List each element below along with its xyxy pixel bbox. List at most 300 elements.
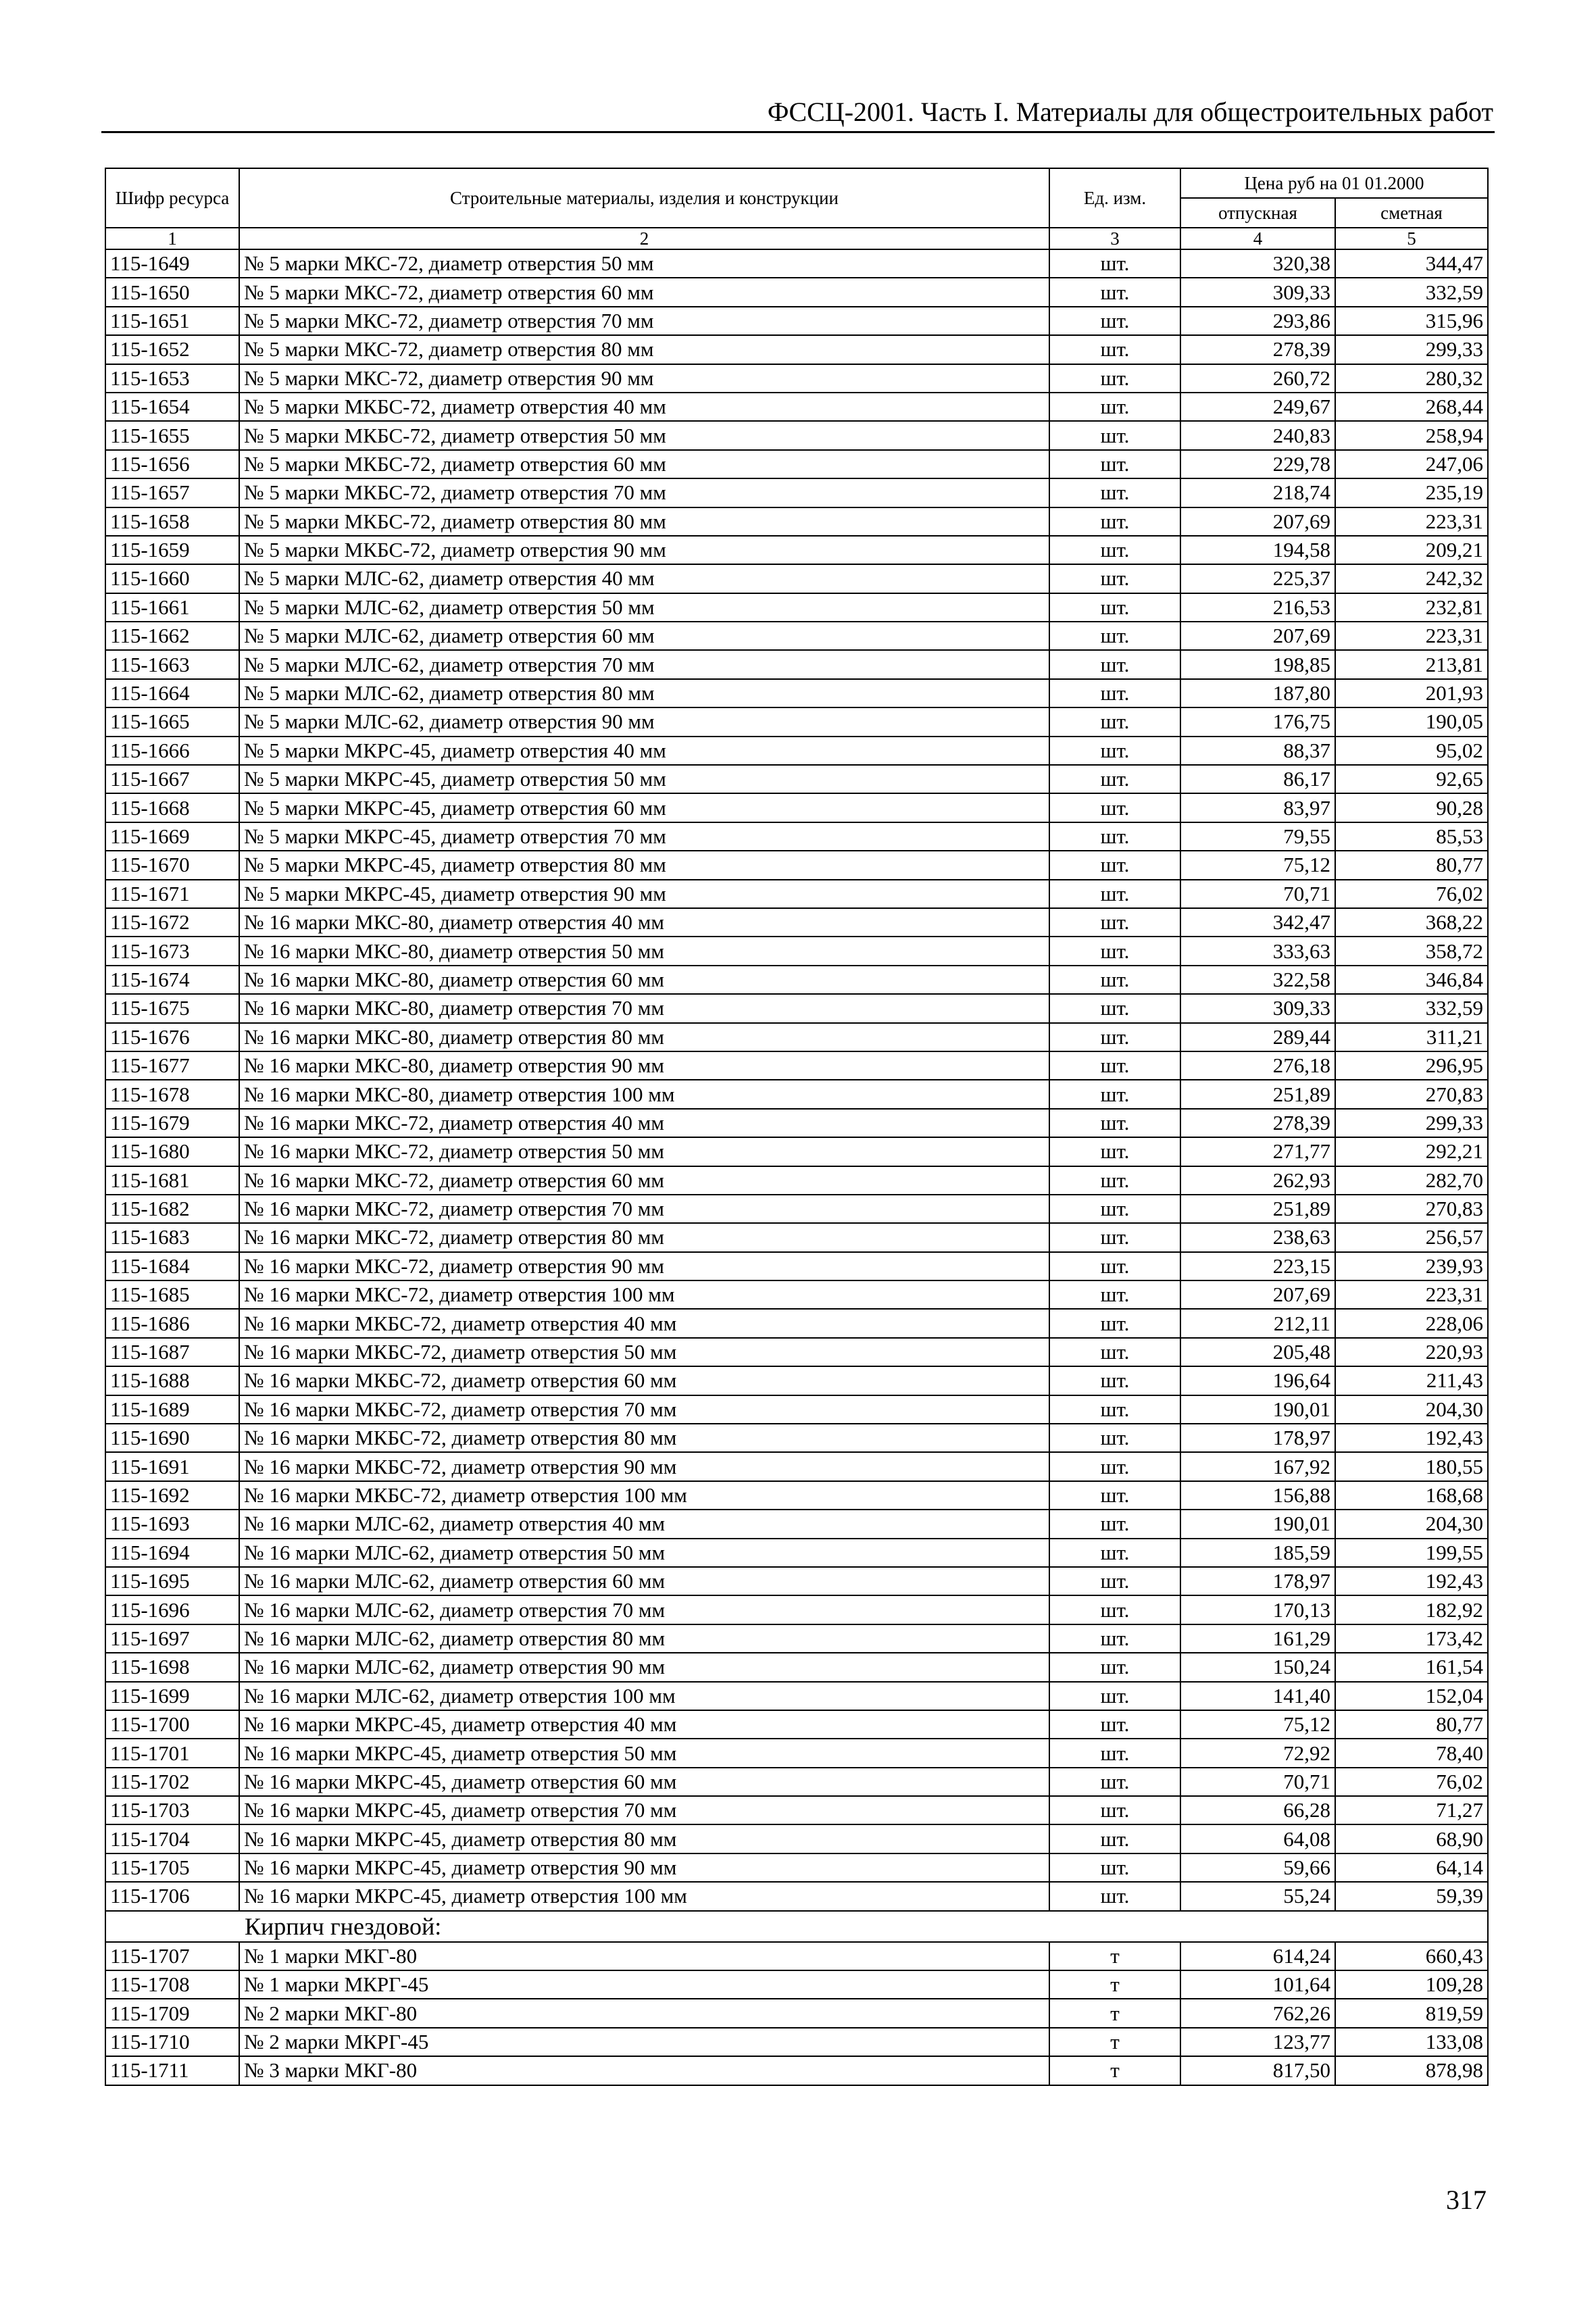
resource-code: 115-1660 (105, 564, 239, 593)
resource-code: 115-1681 (105, 1166, 239, 1195)
release-price: 59,66 (1180, 1853, 1335, 1882)
estimate-price: 358,72 (1335, 937, 1488, 965)
material-name: № 16 марки МКС-80, диаметр отверстия 80 мм (239, 1023, 1049, 1051)
unit: шт. (1049, 1223, 1180, 1251)
resource-code: 115-1662 (105, 622, 239, 650)
table-row (105, 966, 1488, 994)
table-row (105, 1166, 1488, 1195)
table-row (105, 737, 1488, 765)
resource-code: 115-1704 (105, 1824, 239, 1853)
estimate-price: 311,21 (1335, 1023, 1488, 1051)
release-price: 123,77 (1180, 2028, 1335, 2056)
resource-code: 115-1674 (105, 966, 239, 994)
estimate-price: 211,43 (1335, 1366, 1488, 1395)
estimate-price: 292,21 (1335, 1137, 1488, 1166)
material-name: № 16 марки МКБС-72, диаметр отверстия 80 мм (239, 1424, 1049, 1452)
unit: шт. (1049, 364, 1180, 393)
material-name: № 1 марки МКРГ-45 (239, 1970, 1049, 1999)
section-row (105, 1911, 1488, 1942)
table-row (105, 364, 1488, 393)
unit: шт. (1049, 335, 1180, 364)
estimate-price: 315,96 (1335, 307, 1488, 335)
resource-code: 115-1676 (105, 1023, 239, 1051)
unit: шт. (1049, 1280, 1180, 1309)
unit: шт. (1049, 564, 1180, 593)
material-name: № 16 марки МКРС-45, диаметр отверстия 100 мм (239, 1882, 1049, 1910)
estimate-price: 268,44 (1335, 393, 1488, 421)
release-price: 70,71 (1180, 880, 1335, 908)
col-header-release-price: отпускная (1180, 198, 1335, 228)
release-price: 55,24 (1180, 1882, 1335, 1910)
unit: шт. (1049, 1624, 1180, 1653)
col-header-unit: Ед. изм. (1049, 168, 1180, 228)
resource-code: 115-1697 (105, 1624, 239, 1653)
estimate-price: 109,28 (1335, 1970, 1488, 1999)
resource-code: 115-1710 (105, 2028, 239, 2056)
unit: т (1049, 1970, 1180, 1999)
table-row (105, 1280, 1488, 1309)
resource-code: 115-1651 (105, 307, 239, 335)
estimate-price: 180,55 (1335, 1452, 1488, 1480)
material-name: № 5 марки МКС-72, диаметр отверстия 80 мм (239, 335, 1049, 364)
material-name: № 16 марки МКС-72, диаметр отверстия 50 мм (239, 1137, 1049, 1166)
estimate-price: 878,98 (1335, 2056, 1488, 2085)
table-row (105, 1452, 1488, 1480)
estimate-price: 280,32 (1335, 364, 1488, 393)
table-row (105, 622, 1488, 650)
resource-code: 115-1694 (105, 1539, 239, 1567)
col-number: 1 (105, 228, 239, 249)
estimate-price: 223,31 (1335, 622, 1488, 650)
release-price: 187,80 (1180, 679, 1335, 707)
col-number: 2 (239, 228, 1049, 249)
estimate-price: 223,31 (1335, 1280, 1488, 1309)
unit: шт. (1049, 1338, 1180, 1366)
release-price: 342,47 (1180, 908, 1335, 937)
header-rule (101, 131, 1495, 133)
resource-code: 115-1702 (105, 1768, 239, 1796)
unit: шт. (1049, 937, 1180, 965)
release-price: 72,92 (1180, 1739, 1335, 1767)
release-price: 88,37 (1180, 737, 1335, 765)
release-price: 178,97 (1180, 1567, 1335, 1595)
resource-code: 115-1701 (105, 1739, 239, 1767)
unit: шт. (1049, 1424, 1180, 1452)
release-price: 64,08 (1180, 1824, 1335, 1853)
resource-code: 115-1679 (105, 1109, 239, 1137)
material-name: № 16 марки МКС-72, диаметр отверстия 90 мм (239, 1252, 1049, 1280)
resource-code: 115-1692 (105, 1481, 239, 1510)
unit: шт. (1049, 450, 1180, 478)
estimate-price: 204,30 (1335, 1395, 1488, 1424)
table-row (105, 1970, 1488, 1999)
unit: шт. (1049, 650, 1180, 678)
table-row (105, 1080, 1488, 1108)
release-price: 190,01 (1180, 1510, 1335, 1538)
material-name: № 16 марки МКРС-45, диаметр отверстия 50 мм (239, 1739, 1049, 1767)
resource-code: 115-1672 (105, 908, 239, 937)
table-row (105, 1539, 1488, 1567)
release-price: 101,64 (1180, 1970, 1335, 1999)
estimate-price: 247,06 (1335, 450, 1488, 478)
resource-code: 115-1698 (105, 1653, 239, 1681)
resource-code: 115-1664 (105, 679, 239, 707)
table-row (105, 880, 1488, 908)
table-row (105, 421, 1488, 449)
col-header-estimate-price: сметная (1335, 198, 1488, 228)
unit: шт. (1049, 307, 1180, 335)
table-row (105, 1653, 1488, 1681)
table-row (105, 1510, 1488, 1538)
estimate-price: 296,95 (1335, 1051, 1488, 1080)
material-name: № 3 марки МКГ-80 (239, 2056, 1049, 2085)
unit: шт. (1049, 679, 1180, 707)
release-price: 249,67 (1180, 393, 1335, 421)
unit: т (1049, 2028, 1180, 2056)
estimate-price: 242,32 (1335, 564, 1488, 593)
material-name: № 16 марки МКБС-72, диаметр отверстия 90 мм (239, 1452, 1049, 1480)
estimate-price: 90,28 (1335, 793, 1488, 822)
table-row (105, 1195, 1488, 1223)
release-price: 216,53 (1180, 593, 1335, 622)
unit: шт. (1049, 1366, 1180, 1395)
table-row (105, 1023, 1488, 1051)
unit: шт. (1049, 793, 1180, 822)
resource-code: 115-1670 (105, 851, 239, 879)
release-price: 205,48 (1180, 1338, 1335, 1366)
estimate-price: 201,93 (1335, 679, 1488, 707)
estimate-price: 258,94 (1335, 421, 1488, 449)
estimate-price: 192,43 (1335, 1567, 1488, 1595)
resource-code: 115-1659 (105, 536, 239, 564)
material-name: № 16 марки МКРС-45, диаметр отверстия 70 мм (239, 1796, 1049, 1824)
material-name: № 16 марки МКРС-45, диаметр отверстия 90 мм (239, 1853, 1049, 1882)
unit: шт. (1049, 249, 1180, 278)
estimate-price: 168,68 (1335, 1481, 1488, 1510)
table-row (105, 536, 1488, 564)
material-name: № 16 марки МЛС-62, диаметр отверстия 60 мм (239, 1567, 1049, 1595)
estimate-price: 182,92 (1335, 1595, 1488, 1624)
estimate-price: 660,43 (1335, 1942, 1488, 1970)
table-row (105, 1710, 1488, 1739)
resource-code: 115-1708 (105, 1970, 239, 1999)
material-name: № 16 марки МКБС-72, диаметр отверстия 60 мм (239, 1366, 1049, 1395)
unit: шт. (1049, 1166, 1180, 1195)
table-row (105, 249, 1488, 278)
unit: шт. (1049, 1051, 1180, 1080)
estimate-price: 190,05 (1335, 707, 1488, 736)
release-price: 762,26 (1180, 1999, 1335, 2027)
table-row (105, 478, 1488, 507)
table-row (105, 393, 1488, 421)
material-name: № 5 марки МКРС-45, диаметр отверстия 60 мм (239, 793, 1049, 822)
table-row (105, 679, 1488, 707)
material-name: № 16 марки МКРС-45, диаметр отверстия 40 мм (239, 1710, 1049, 1739)
release-price: 196,64 (1180, 1366, 1335, 1395)
resource-code: 115-1690 (105, 1424, 239, 1452)
resource-code: 115-1667 (105, 765, 239, 793)
resource-code: 115-1654 (105, 393, 239, 421)
material-name: № 5 марки МКРС-45, диаметр отверстия 40 мм (239, 737, 1049, 765)
estimate-price: 270,83 (1335, 1195, 1488, 1223)
table-row (105, 1366, 1488, 1395)
unit: шт. (1049, 1023, 1180, 1051)
release-price: 260,72 (1180, 364, 1335, 393)
resource-code: 115-1668 (105, 793, 239, 822)
table-row (105, 1942, 1488, 1970)
release-price: 75,12 (1180, 1710, 1335, 1739)
release-price: 309,33 (1180, 278, 1335, 306)
col-header-price-group: Цена руб на 01 01.2000 (1180, 168, 1488, 198)
release-price: 79,55 (1180, 822, 1335, 851)
material-name: № 5 марки МЛС-62, диаметр отверстия 40 мм (239, 564, 1049, 593)
material-name: № 16 марки МКРС-45, диаметр отверстия 60 мм (239, 1768, 1049, 1796)
material-name: № 5 марки МКС-72, диаметр отверстия 90 мм (239, 364, 1049, 393)
table-row (105, 1051, 1488, 1080)
table-row (105, 307, 1488, 335)
resource-code: 115-1673 (105, 937, 239, 965)
table-row (105, 1424, 1488, 1452)
release-price: 333,63 (1180, 937, 1335, 965)
resource-code: 115-1699 (105, 1682, 239, 1710)
table-row (105, 765, 1488, 793)
release-price: 614,24 (1180, 1942, 1335, 1970)
estimate-price: 232,81 (1335, 593, 1488, 622)
resource-code: 115-1675 (105, 994, 239, 1022)
material-name: № 16 марки МЛС-62, диаметр отверстия 100 мм (239, 1682, 1049, 1710)
estimate-price: 80,77 (1335, 851, 1488, 879)
table-row (105, 1567, 1488, 1595)
unit: шт. (1049, 1080, 1180, 1108)
page-header-title: ФССЦ-2001. Часть I. Материалы для общестроительных работ (767, 97, 1493, 127)
resource-code: 115-1663 (105, 650, 239, 678)
estimate-price: 76,02 (1335, 880, 1488, 908)
material-name: № 16 марки МЛС-62, диаметр отверстия 90 мм (239, 1653, 1049, 1681)
material-name: № 16 марки МЛС-62, диаметр отверстия 50 мм (239, 1539, 1049, 1567)
table-body (105, 249, 1488, 2085)
resource-code: 115-1685 (105, 1280, 239, 1309)
material-name: № 5 марки МКС-72, диаметр отверстия 50 мм (239, 249, 1049, 278)
resource-code: 115-1653 (105, 364, 239, 393)
table-row (105, 1853, 1488, 1882)
table-row (105, 1882, 1488, 1910)
resource-code: 115-1678 (105, 1080, 239, 1108)
estimate-price: 92,65 (1335, 765, 1488, 793)
material-name: № 16 марки МКБС-72, диаметр отверстия 100 мм (239, 1481, 1049, 1510)
resource-code: 115-1656 (105, 450, 239, 478)
unit: шт. (1049, 851, 1180, 879)
release-price: 262,93 (1180, 1166, 1335, 1195)
table-row (105, 937, 1488, 965)
release-price: 156,88 (1180, 1481, 1335, 1510)
resource-code: 115-1655 (105, 421, 239, 449)
table-row (105, 1824, 1488, 1853)
estimate-price: 209,21 (1335, 536, 1488, 564)
estimate-price: 71,27 (1335, 1796, 1488, 1824)
release-price: 194,58 (1180, 536, 1335, 564)
unit: шт. (1049, 1510, 1180, 1538)
unit: шт. (1049, 737, 1180, 765)
material-name: № 16 марки МКБС-72, диаметр отверстия 50 мм (239, 1338, 1049, 1366)
material-name: № 5 марки МКРС-45, диаметр отверстия 50 мм (239, 765, 1049, 793)
estimate-price: 256,57 (1335, 1223, 1488, 1251)
table-row (105, 564, 1488, 593)
unit: шт. (1049, 1195, 1180, 1223)
release-price: 167,92 (1180, 1452, 1335, 1480)
unit: шт. (1049, 507, 1180, 536)
release-price: 309,33 (1180, 994, 1335, 1022)
unit: шт. (1049, 1796, 1180, 1824)
estimate-price: 344,47 (1335, 249, 1488, 278)
resource-code: 115-1687 (105, 1338, 239, 1366)
release-price: 185,59 (1180, 1539, 1335, 1567)
release-price: 212,11 (1180, 1309, 1335, 1337)
estimate-price: 368,22 (1335, 908, 1488, 937)
material-name: № 16 марки МКС-80, диаметр отверстия 90 мм (239, 1051, 1049, 1080)
table-row (105, 335, 1488, 364)
release-price: 198,85 (1180, 650, 1335, 678)
release-price: 223,15 (1180, 1252, 1335, 1280)
resource-code: 115-1703 (105, 1796, 239, 1824)
material-name: № 16 марки МКС-72, диаметр отверстия 40 мм (239, 1109, 1049, 1137)
release-price: 322,58 (1180, 966, 1335, 994)
unit: шт. (1049, 1481, 1180, 1510)
unit: шт. (1049, 593, 1180, 622)
resource-code: 115-1658 (105, 507, 239, 536)
resource-code: 115-1705 (105, 1853, 239, 1882)
table-row (105, 2056, 1488, 2085)
material-name: № 5 марки МЛС-62, диаметр отверстия 70 мм (239, 650, 1049, 678)
resource-code: 115-1652 (105, 335, 239, 364)
col-number: 5 (1335, 228, 1488, 249)
resource-code: 115-1700 (105, 1710, 239, 1739)
table-row (105, 507, 1488, 536)
price-table (105, 168, 1489, 2086)
estimate-price: 204,30 (1335, 1510, 1488, 1538)
resource-code: 115-1695 (105, 1567, 239, 1595)
estimate-price: 95,02 (1335, 737, 1488, 765)
material-name: № 5 марки МКБС-72, диаметр отверстия 50 мм (239, 421, 1049, 449)
release-price: 141,40 (1180, 1682, 1335, 1710)
page-number: 317 (1446, 2185, 1487, 2215)
unit: шт. (1049, 1452, 1180, 1480)
estimate-price: 80,77 (1335, 1710, 1488, 1739)
table-row (105, 822, 1488, 851)
section-title: Кирпич гнездовой: (105, 1911, 1488, 1942)
release-price: 218,74 (1180, 478, 1335, 507)
table-row (105, 1223, 1488, 1251)
unit: шт. (1049, 1109, 1180, 1137)
release-price: 320,38 (1180, 249, 1335, 278)
material-name: № 16 марки МКС-72, диаметр отверстия 70 мм (239, 1195, 1049, 1223)
material-name: № 5 марки МКБС-72, диаметр отверстия 80 мм (239, 507, 1049, 536)
estimate-price: 332,59 (1335, 994, 1488, 1022)
unit: шт. (1049, 1853, 1180, 1882)
col-number: 3 (1049, 228, 1180, 249)
table-row (105, 2028, 1488, 2056)
resource-code: 115-1650 (105, 278, 239, 306)
unit: шт. (1049, 393, 1180, 421)
resource-code: 115-1711 (105, 2056, 239, 2085)
unit: шт. (1049, 622, 1180, 650)
estimate-price: 59,39 (1335, 1882, 1488, 1910)
table-row (105, 450, 1488, 478)
resource-code: 115-1657 (105, 478, 239, 507)
material-name: № 16 марки МКС-72, диаметр отверстия 60 мм (239, 1166, 1049, 1195)
unit: шт. (1049, 707, 1180, 736)
estimate-price: 346,84 (1335, 966, 1488, 994)
release-price: 66,28 (1180, 1796, 1335, 1824)
release-price: 271,77 (1180, 1137, 1335, 1166)
material-name: № 16 марки МЛС-62, диаметр отверстия 70 мм (239, 1595, 1049, 1624)
material-name: № 16 марки МКРС-45, диаметр отверстия 80 мм (239, 1824, 1049, 1853)
material-name: № 16 марки МКС-72, диаметр отверстия 80 мм (239, 1223, 1049, 1251)
material-name: № 5 марки МКБС-72, диаметр отверстия 60 мм (239, 450, 1049, 478)
col-header-name: Строительные материалы, изделия и конструкции (239, 168, 1049, 228)
resource-code: 115-1707 (105, 1942, 239, 1970)
estimate-price: 161,54 (1335, 1653, 1488, 1681)
release-price: 240,83 (1180, 421, 1335, 449)
release-price: 238,63 (1180, 1223, 1335, 1251)
table-row (105, 1682, 1488, 1710)
release-price: 229,78 (1180, 450, 1335, 478)
unit: шт. (1049, 1395, 1180, 1424)
release-price: 276,18 (1180, 1051, 1335, 1080)
resource-code: 115-1683 (105, 1223, 239, 1251)
table-row (105, 1739, 1488, 1767)
col-header-code: Шифр ресурса (105, 168, 239, 228)
release-price: 176,75 (1180, 707, 1335, 736)
estimate-price: 270,83 (1335, 1080, 1488, 1108)
release-price: 251,89 (1180, 1195, 1335, 1223)
estimate-price: 133,08 (1335, 2028, 1488, 2056)
table-row (105, 707, 1488, 736)
unit: шт. (1049, 1309, 1180, 1337)
unit: т (1049, 1999, 1180, 2027)
material-name: № 16 марки МКС-80, диаметр отверстия 70 мм (239, 994, 1049, 1022)
release-price: 225,37 (1180, 564, 1335, 593)
material-name: № 5 марки МКРС-45, диаметр отверстия 80 мм (239, 851, 1049, 879)
unit: шт. (1049, 880, 1180, 908)
unit: т (1049, 1942, 1180, 1970)
material-name: № 5 марки МЛС-62, диаметр отверстия 90 мм (239, 707, 1049, 736)
estimate-price: 332,59 (1335, 278, 1488, 306)
table-row (105, 908, 1488, 937)
release-price: 251,89 (1180, 1080, 1335, 1108)
release-price: 278,39 (1180, 335, 1335, 364)
material-name: № 5 марки МЛС-62, диаметр отверстия 60 мм (239, 622, 1049, 650)
estimate-price: 192,43 (1335, 1424, 1488, 1452)
unit: шт. (1049, 966, 1180, 994)
material-name: № 5 марки МКРС-45, диаметр отверстия 90 мм (239, 880, 1049, 908)
material-name: № 16 марки МЛС-62, диаметр отверстия 80 мм (239, 1624, 1049, 1653)
material-name: № 5 марки МКС-72, диаметр отверстия 70 мм (239, 307, 1049, 335)
estimate-price: 239,93 (1335, 1252, 1488, 1280)
release-price: 207,69 (1180, 507, 1335, 536)
release-price: 150,24 (1180, 1653, 1335, 1681)
estimate-price: 235,19 (1335, 478, 1488, 507)
estimate-price: 282,70 (1335, 1166, 1488, 1195)
release-price: 70,71 (1180, 1768, 1335, 1796)
unit: шт. (1049, 1824, 1180, 1853)
table-row (105, 1395, 1488, 1424)
resource-code: 115-1688 (105, 1366, 239, 1395)
col-number: 4 (1180, 228, 1335, 249)
material-name: № 16 марки МКБС-72, диаметр отверстия 40 мм (239, 1309, 1049, 1337)
unit: шт. (1049, 1710, 1180, 1739)
release-price: 190,01 (1180, 1395, 1335, 1424)
unit: шт. (1049, 994, 1180, 1022)
